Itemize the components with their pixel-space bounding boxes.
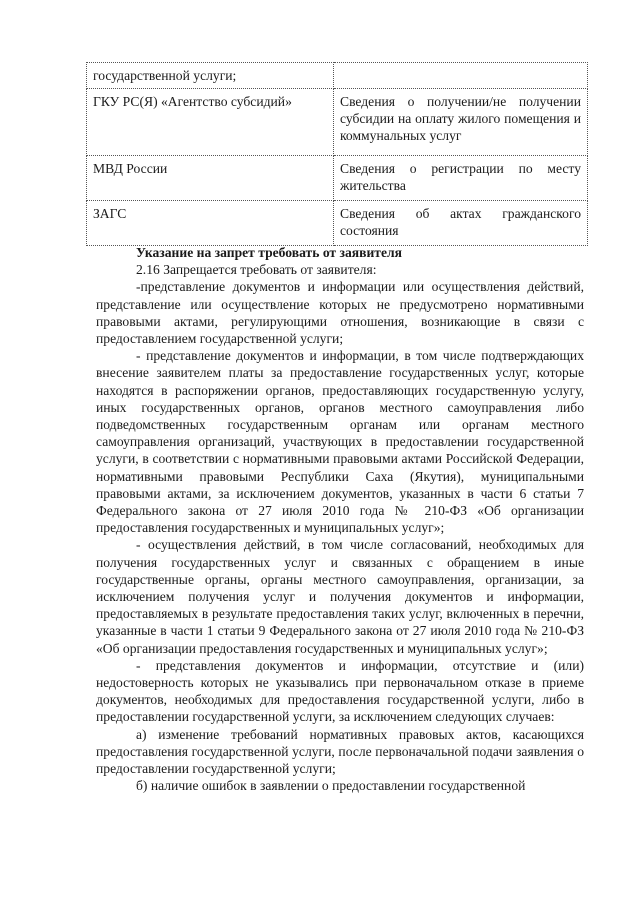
table-cell-agency: МВД России <box>87 156 334 201</box>
table-cell-info: Сведения о получении/не получении субсидии на оплату жилого помещения и коммунальных услуг <box>334 89 588 156</box>
paragraph: -представление документов и информации или осуществления действий, представление или осуществление которых не предусмотрено нормативными правовыми актами, регулирующими отношения, возникающие в связи с предоставлением государственной услуги; <box>96 279 584 347</box>
table-row <box>87 201 588 246</box>
table-row <box>87 156 588 201</box>
paragraph: а) изменение требований нормативных правовых актов, касающихся предоставления государственной услуги, после первоначальной подачи заявления о предоставлении государственной услуги; <box>96 726 584 777</box>
section-heading: Указание на запрет требовать от заявителя <box>136 245 402 260</box>
agencies-table <box>86 62 588 246</box>
table-cell-info: Сведения о регистрации по месту жительства <box>334 156 588 201</box>
paragraph: 2.16 Запрещается требовать от заявителя: <box>136 262 377 278</box>
paragraph: - представления документов и информации, отсутствие и (или) недостоверность которых не указывались при первоначальном отказе в приеме документов, необходимых для предоставления государственной услуги, либо в предоставлении государственной услуги, за исключением следующих случаев: <box>96 657 584 725</box>
table-cell-agency: ЗАГС <box>87 201 334 246</box>
table-row <box>87 63 588 89</box>
paragraph: - осуществления действий, в том числе согласований, необходимых для получения государственных услуг и связанных с обращением в иные государственные органы, органы местного самоуправления, организации, за исключением получения услуг и получения документов и информации, предоставляемых в результате предоставления таких услуг, включенных в перечни, указанные в части 1 статьи 9 Федерального закона от 27 июля 2010 года № 210-ФЗ «Об организации предоставления государственных и муниципальных услуг»; <box>96 537 584 656</box>
table-cell-info <box>334 63 588 89</box>
table-cell-agency: ГКУ РС(Я) «Агентство субсидий» <box>87 89 334 156</box>
section-text <box>96 244 584 795</box>
paragraph: - представление документов и информации, в том числе подтверждающих внесение заявителем платы за предоставление государственных услуг, которые находятся в распоряжении органов, предоставляющих государственную услугу, иных государственных органов, органов местного самоуправления либо подведомственных государственным органам или органам местного самоуправления организаций, участвующих в предоставлении государственной услуги, в соответствии с нормативными правовыми актами Российской Федерации, нормативными правовыми Республики Саха (Якутия), муниципальными правовыми актами, за исключением документов, указанных в части 6 статьи 7 Федерального закона от 27 июля 2010 года № 210-ФЗ «Об организации предоставления государственных и муниципальных услуг»; <box>96 348 584 536</box>
table-row <box>87 89 588 156</box>
table-cell-agency: государственной услуги; <box>87 63 334 89</box>
table-cell-info: Сведения об актах гражданского состояния <box>334 201 588 246</box>
paragraph: б) наличие ошибок в заявлении о предоставлении государственной <box>136 778 526 794</box>
